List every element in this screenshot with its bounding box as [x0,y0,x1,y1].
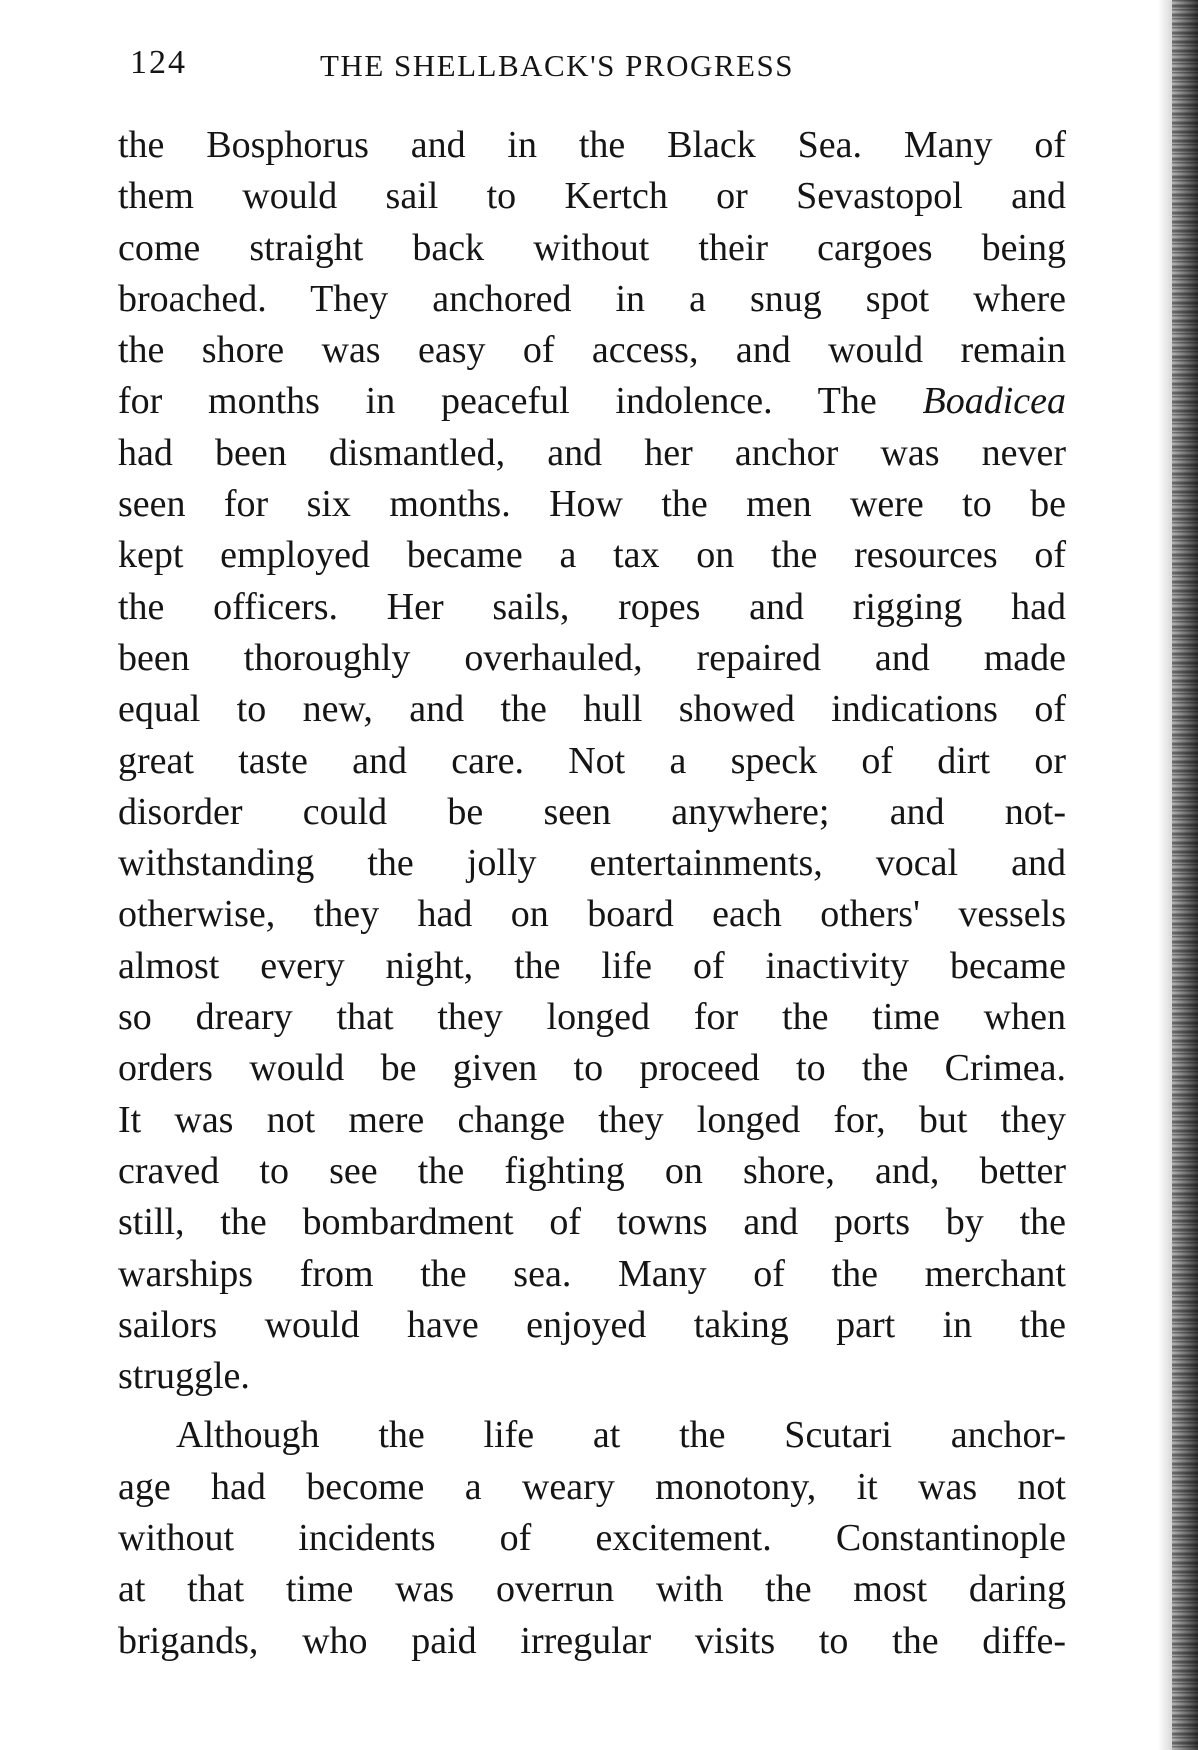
running-head [130,44,1060,84]
text-line: so dreary that they longed for the time when [118,996,1066,1039]
text-line: orders would be given to proceed to the Crimea. [118,1047,1066,1090]
text-line: seen for six months. How the men were to be [118,483,1066,526]
text-line: the Bosphorus and in the Black Sea. Many of [118,124,1066,166]
text-line: broached. They anchored in a snug spot where [118,277,1066,320]
text-line: craved to see the fighting on shore, and, better [118,1149,1066,1192]
text-line: sailors would have enjoyed taking part in the [118,1303,1066,1346]
text-line: still, the bombardment of towns and ports by the [118,1201,1066,1244]
text-line: without incidents of excitement. Constantinople [118,1517,1066,1560]
text-line: warships from the sea. Many of the merchant [118,1252,1066,1295]
text-fragment: for months in peaceful indolence. The [118,380,923,423]
text-line: kept employed became a tax on the resources of [118,534,1066,577]
text-line: great taste and care. Not a speck of dirt or [118,739,1066,782]
running-title: THE SHELLBACK'S PROGRESS [320,48,794,83]
text-line: otherwise, they had on board each others' vessels [118,893,1066,936]
text-line: equal to new, and the hull showed indications of [118,688,1066,731]
page-number: 124 [130,44,187,81]
text-line: almost every night, the life of inactivity became [118,944,1066,987]
body-text [118,120,1066,1667]
text-line: It was not mere change they longed for, but they [118,1098,1066,1141]
text-line: the officers. Her sails, ropes and rigging had [118,585,1066,628]
text-line: had been dismantled, and her anchor was never [118,431,1066,474]
ship-name: Boadicea [922,380,1066,423]
text-line: age had become a weary monotony, it was not [118,1465,1066,1508]
paragraph-gap [118,1402,1066,1410]
text-line: the shore was easy of access, and would remain [118,329,1066,372]
text-line: them would sail to Kertch or Sevastopol and [118,175,1066,218]
text-line: Although the life at the Scutari anchor- [176,1414,1066,1457]
page-edge-shadow [1172,0,1198,1750]
text-line: at that time was overrun with the most daring [118,1568,1066,1611]
paragraph-2 [118,1410,1066,1666]
paragraph-1 [118,120,1066,1402]
text-line: disorder could be seen anywhere; and not- [118,790,1066,833]
text-line: brigands, who paid irregular visits to the diffe- [118,1619,1066,1662]
text-line: withstanding the jolly entertainments, vocal and [118,842,1066,885]
text-line: been thoroughly overhauled, repaired and made [118,636,1066,679]
text-line-with-ship-name [118,376,1066,427]
text-line: come straight back without their cargoes being [118,226,1066,269]
text-line: struggle. [118,1355,250,1398]
